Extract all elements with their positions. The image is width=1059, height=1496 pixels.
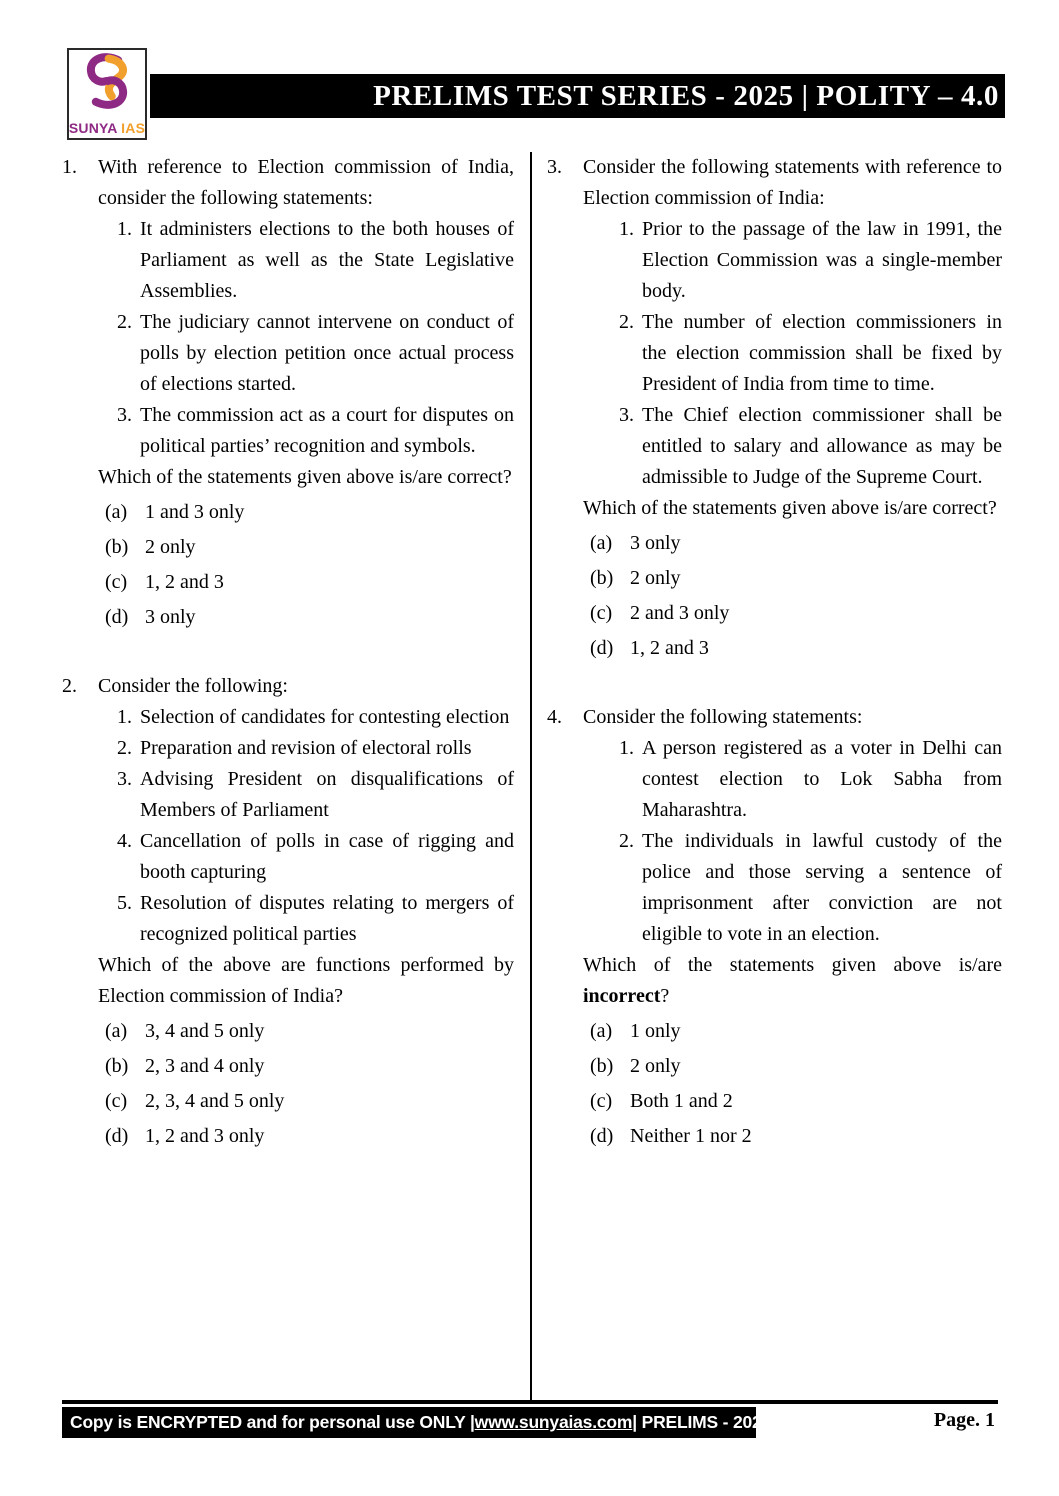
question-stem	[98, 950, 514, 1012]
statement-number: 1.	[117, 218, 132, 240]
question-block-4	[547, 702, 1002, 1152]
right-column	[532, 152, 1002, 1400]
options-list	[583, 528, 1002, 664]
statement-row	[583, 826, 1002, 950]
option-label: (b)	[590, 567, 614, 589]
option-row	[98, 1121, 514, 1152]
question-stem	[583, 493, 1002, 524]
statement-text: The judiciary cannot intervene on conduct of polls by election petition once actual process of elections started.	[140, 311, 514, 395]
option-label: (c)	[105, 571, 128, 593]
logo-wordmark	[69, 120, 145, 136]
question-number: 4.	[547, 706, 562, 728]
stem-text: Which of the statements given above is/are	[583, 954, 1002, 976]
statement-number: 1.	[619, 218, 634, 240]
statement-text: A person registered as a voter in Delhi can contest election to Lok Sabha from Maharashtra.	[642, 737, 1002, 821]
header-title-bar	[150, 74, 1005, 118]
statement-text: Selection of candidates for contesting election	[140, 706, 510, 728]
option-text: 1 only	[630, 1020, 681, 1042]
statement-number: 1.	[117, 706, 132, 728]
statement-number: 3.	[619, 404, 634, 426]
question-stem	[583, 950, 1002, 1012]
statement-number: 3.	[117, 768, 132, 790]
footer-bar	[62, 1407, 772, 1438]
option-text: 2, 3 and 4 only	[145, 1055, 265, 1077]
statement-row	[98, 733, 514, 764]
option-row	[98, 602, 514, 633]
statement-number: 4.	[117, 830, 132, 852]
option-text: 3, 4 and 5 only	[145, 1020, 265, 1042]
option-text: 3 only	[630, 532, 681, 554]
footer-notice-suffix: | PRELIMS - 2025	[632, 1412, 772, 1432]
statement-number: 5.	[117, 892, 132, 914]
question-number: 3.	[547, 156, 562, 178]
statement-text: Advising President on disqualifications of Members of Parliament	[140, 768, 514, 821]
footer-notice-prefix: Copy is ENCRYPTED and for personal use ONLY |	[70, 1412, 475, 1432]
stem-bold: incorrect	[583, 985, 661, 1007]
stem-text: Which of the above are functions performed by Election commission of India?	[98, 954, 514, 1007]
option-row	[583, 563, 1002, 594]
stem-tail: ?	[660, 985, 670, 1007]
question-number: 2.	[62, 675, 77, 697]
option-row	[98, 1051, 514, 1082]
option-label: (d)	[105, 606, 129, 628]
option-label: (a)	[590, 532, 613, 554]
question-intro: Consider the following statements with reference to Election commission of India:	[583, 156, 1002, 209]
stem-text: Which of the statements given above is/are correct?	[583, 497, 997, 519]
statement-text: Preparation and revision of electoral rolls	[140, 737, 472, 759]
statement-row	[98, 702, 514, 733]
question-intro: With reference to Election commission of India, consider the following statements:	[98, 156, 514, 209]
page-title: PRELIMS TEST SERIES - 2025 | POLITY – 4.0	[373, 79, 999, 112]
option-row	[98, 1086, 514, 1117]
question-block-3	[547, 152, 1002, 664]
stem-text: Which of the statements given above is/are correct?	[98, 466, 512, 488]
option-row	[583, 1016, 1002, 1047]
option-label: (d)	[105, 1125, 129, 1147]
left-column	[62, 152, 530, 1400]
statement-number: 1.	[619, 737, 634, 759]
statement-text: Cancellation of polls in case of rigging and booth capturing	[140, 830, 514, 883]
question-stem	[98, 462, 514, 493]
option-label: (c)	[105, 1090, 128, 1112]
footer-website-link[interactable]: www.sunyaias.com	[474, 1412, 633, 1432]
option-text: 1, 2 and 3 only	[145, 1125, 265, 1147]
statement-row	[583, 214, 1002, 307]
option-text: 1, 2 and 3	[145, 571, 224, 593]
statement-text: Resolution of disputes relating to mergers of recognized political parties	[140, 892, 514, 945]
option-row	[98, 532, 514, 563]
statement-row	[583, 307, 1002, 400]
statement-row	[98, 400, 514, 462]
statement-text: Prior to the passage of the law in 1991, the Election Commission was a single-member body.	[642, 218, 1002, 302]
statement-row	[98, 764, 514, 826]
option-text: 3 only	[145, 606, 196, 628]
option-label: (b)	[105, 536, 129, 558]
question-block-1	[62, 152, 514, 633]
statement-row	[98, 214, 514, 307]
question-block-2	[62, 671, 514, 1152]
logo-word-sunya: SUNYA	[68, 120, 118, 136]
options-list	[98, 1016, 514, 1152]
option-label: (c)	[590, 1090, 613, 1112]
question-intro: Consider the following statements:	[583, 706, 863, 728]
statement-number: 2.	[619, 830, 634, 852]
option-label: (b)	[590, 1055, 614, 1077]
option-label: (a)	[105, 501, 128, 523]
option-text: Neither 1 nor 2	[630, 1125, 752, 1147]
option-text: 2, 3, 4 and 5 only	[145, 1090, 285, 1112]
option-text: 1 and 3 only	[145, 501, 245, 523]
option-label: (a)	[590, 1020, 613, 1042]
option-row	[98, 497, 514, 528]
option-row	[583, 598, 1002, 629]
statement-row	[583, 733, 1002, 826]
option-label: (d)	[590, 637, 614, 659]
option-label: (a)	[105, 1020, 128, 1042]
logo-word-ias: IAS	[121, 120, 146, 136]
option-text: Both 1 and 2	[630, 1090, 733, 1112]
option-row	[98, 567, 514, 598]
page-number: Page. 1	[933, 1409, 995, 1431]
footer-rule	[62, 1400, 998, 1404]
option-row	[583, 528, 1002, 559]
option-label: (b)	[105, 1055, 129, 1077]
option-text: 2 only	[145, 536, 196, 558]
question-number: 1.	[62, 156, 77, 178]
statement-number: 2.	[117, 311, 132, 333]
statement-row	[98, 888, 514, 950]
option-label: (d)	[590, 1125, 614, 1147]
option-row	[583, 633, 1002, 664]
options-list	[98, 497, 514, 633]
statement-text: The commission act as a court for disputes on political parties’ recognition and symbols.	[140, 404, 514, 457]
statement-number: 2.	[619, 311, 634, 333]
question-intro: Consider the following:	[98, 675, 288, 697]
statement-row	[98, 826, 514, 888]
option-label: (c)	[590, 602, 613, 624]
options-list	[583, 1016, 1002, 1152]
statement-text: The number of election commissioners in the election commission shall be fixed by President of India from time to time.	[642, 311, 1002, 395]
sunya-swirl-icon	[81, 53, 133, 109]
statement-number: 2.	[117, 737, 132, 759]
statement-number: 3.	[117, 404, 132, 426]
content-area	[62, 152, 1002, 1400]
option-text: 2 only	[630, 1055, 681, 1077]
statement-text: The Chief election commissioner shall be entitled to salary and allowance as may be admissible to Judge of the Supreme Court.	[642, 404, 1002, 488]
option-text: 1, 2 and 3	[630, 637, 709, 659]
statement-row	[583, 400, 1002, 493]
option-row	[98, 1016, 514, 1047]
option-text: 2 only	[630, 567, 681, 589]
option-row	[583, 1051, 1002, 1082]
option-row	[583, 1086, 1002, 1117]
statement-text: The individuals in lawful custody of the police and those serving a sentence of imprisonment after conviction are not eligible to vote in an election.	[642, 830, 1002, 945]
option-text: 2 and 3 only	[630, 602, 730, 624]
statement-row	[98, 307, 514, 400]
option-row	[583, 1121, 1002, 1152]
statement-text: It administers elections to the both houses of Parliament as well as the State Legislative Assemblies.	[140, 218, 514, 302]
sunya-logo	[67, 48, 147, 140]
